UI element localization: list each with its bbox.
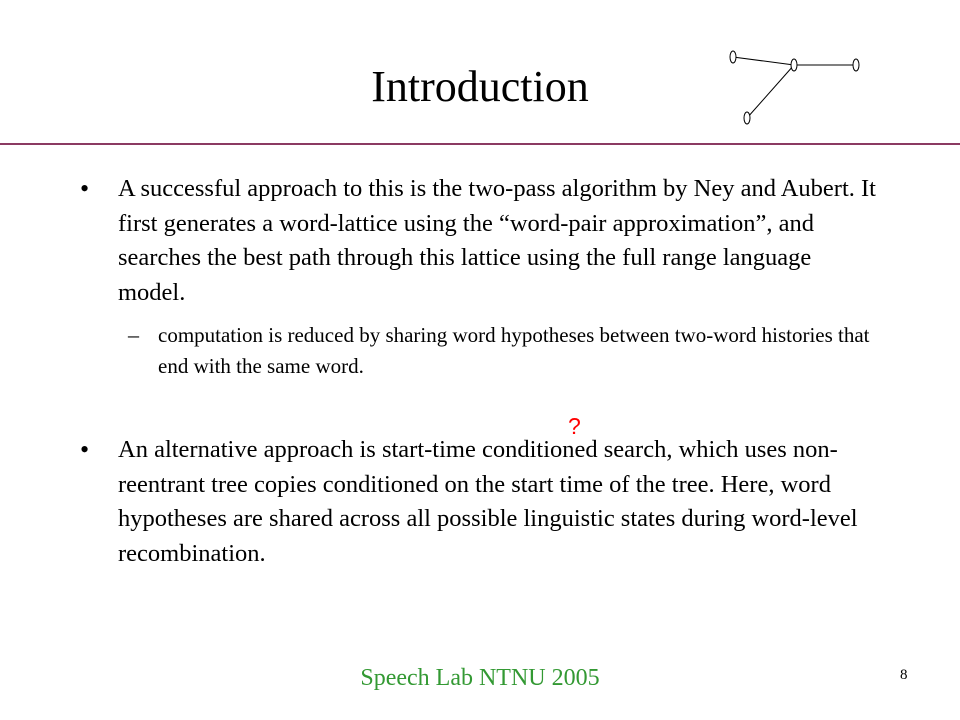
slide-title: Introduction xyxy=(371,62,589,111)
sub-bullet-text: computation is reduced by sharing word hypotheses between two-word histories that end with the same word. xyxy=(158,323,870,378)
lattice-edge xyxy=(733,57,794,65)
lattice-node xyxy=(744,112,750,124)
lattice-node xyxy=(853,59,859,71)
footer-lab-name: Speech Lab NTNU 2005 xyxy=(360,665,600,691)
bullet-marker: • xyxy=(80,174,90,203)
bullet-item-two-pass xyxy=(80,172,880,310)
bullet-text: A successful approach to this is the two-pass algorithm by Ney and Aubert. It first generates a word-lattice using the “word-pair approximation”, and searches the best path through this lattice using the full range language model. xyxy=(118,175,876,306)
question-annotation: ? xyxy=(568,413,581,439)
lattice-node xyxy=(791,59,797,71)
title-divider xyxy=(0,143,960,145)
bullet-text: An alternative approach is start-time conditioned search, which uses non-reentrant tree copies conditioned on the start time of the tree. Here, word hypotheses are shared across all possible linguistic states during word-level recombination. xyxy=(118,436,858,567)
page-number: 8 xyxy=(900,667,908,683)
sub-bullet-marker: – xyxy=(128,322,139,347)
word-lattice-diagram xyxy=(718,40,868,135)
lattice-node xyxy=(730,51,736,63)
sub-bullet-item-sharing xyxy=(128,320,878,382)
bullet-item-start-time xyxy=(80,433,880,571)
lattice-edge xyxy=(747,65,794,118)
bullet-marker: • xyxy=(80,435,90,464)
